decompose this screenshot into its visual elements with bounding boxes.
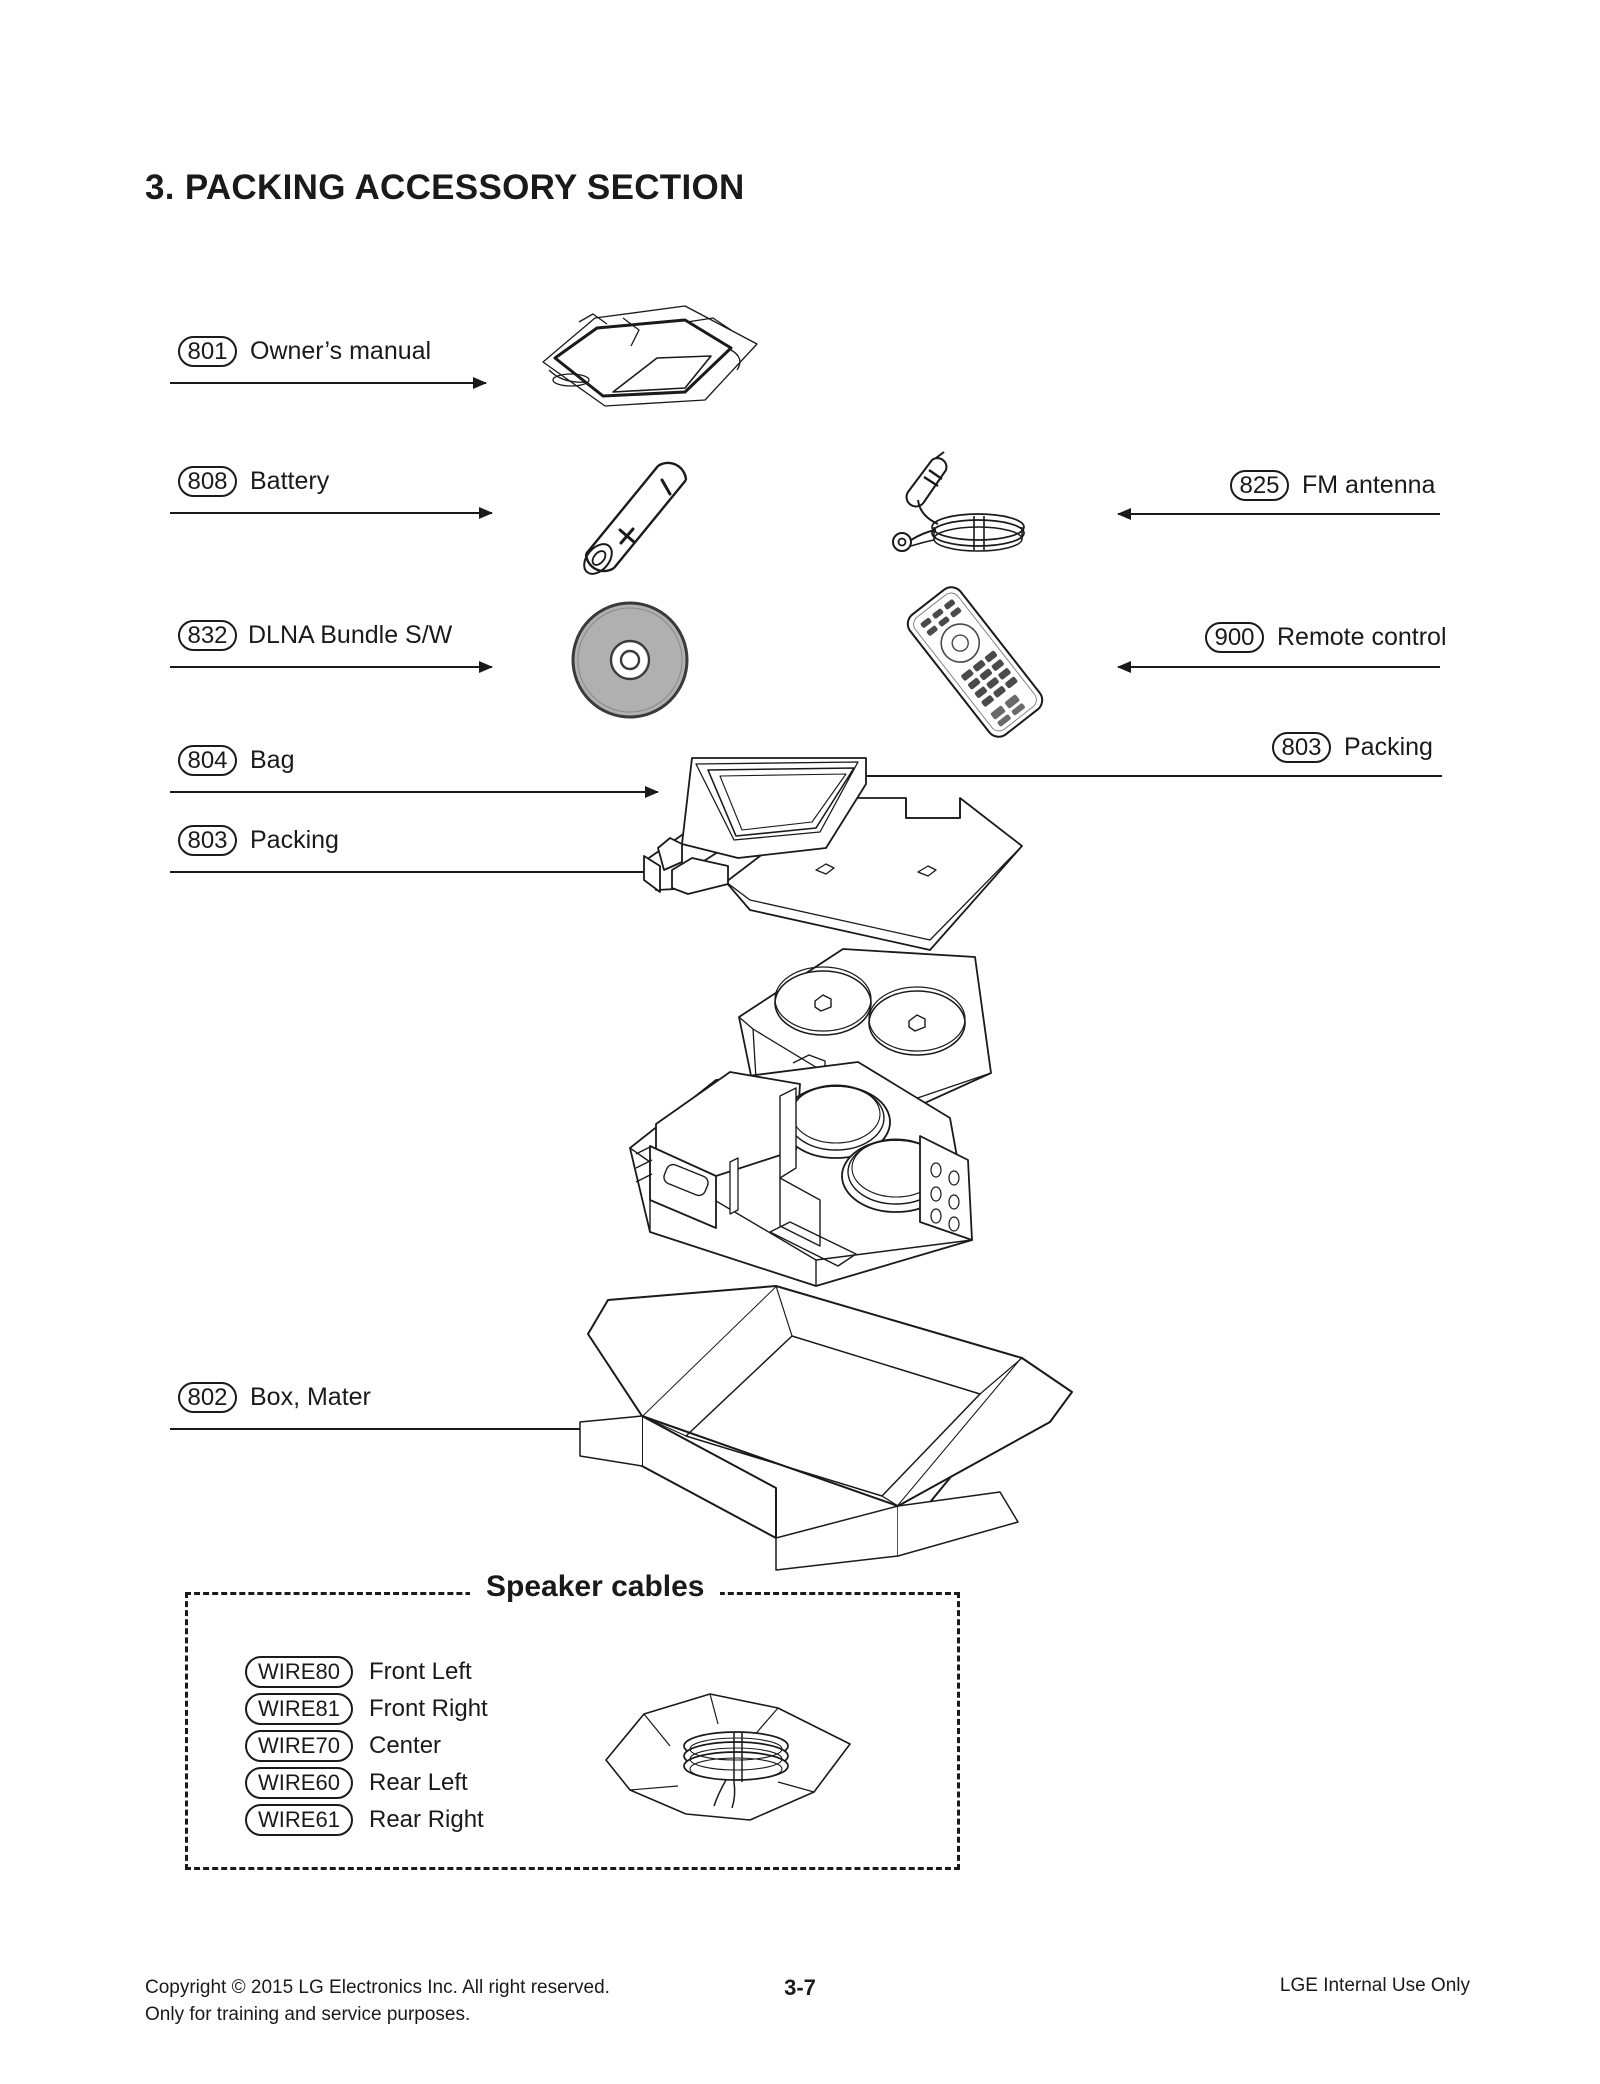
part-ref-wire70: WIRE70 xyxy=(245,1730,353,1762)
list-item xyxy=(245,1655,488,1689)
artwork-master-box xyxy=(580,1270,1080,1570)
part-ref-900: 900 xyxy=(1205,622,1264,653)
part-label-front-left: Front Left xyxy=(369,1658,472,1685)
part-label-packing-left: Packing xyxy=(250,826,339,854)
part-label-rear-left: Rear Left xyxy=(369,1769,468,1796)
artwork-dlna-disc xyxy=(570,600,690,720)
part-ref-wire61: WIRE61 xyxy=(245,1804,353,1836)
internal-use-notice: LGE Internal Use Only xyxy=(1279,1975,1470,1996)
callout-bag xyxy=(178,745,294,776)
callout-dlna-bundle xyxy=(178,620,452,651)
callout-owners-manual xyxy=(178,336,431,367)
artwork-remote-control xyxy=(895,592,1055,732)
leader-packing-left xyxy=(170,871,668,873)
arrow-right-icon xyxy=(479,661,493,673)
list-item xyxy=(245,1803,488,1837)
artwork-main-packing-block xyxy=(620,1050,1020,1300)
artwork-upper-packing-tray xyxy=(630,740,1030,970)
part-ref-wire81: WIRE81 xyxy=(245,1693,353,1725)
part-ref-wire80: WIRE80 xyxy=(245,1656,353,1688)
arrow-right-icon xyxy=(479,507,493,519)
leader-battery xyxy=(170,512,492,514)
speaker-cables-title: Speaker cables xyxy=(470,1570,720,1604)
leader-fm-antenna xyxy=(1118,513,1440,515)
copyright-line-2: Only for training and service purposes. xyxy=(145,2003,471,2025)
artwork-battery xyxy=(562,452,692,570)
part-label-dlna-bundle: DLNA Bundle S/W xyxy=(248,621,453,649)
part-ref-825: 825 xyxy=(1230,470,1289,501)
leader-box-mater xyxy=(170,1428,630,1430)
part-ref-803-right: 803 xyxy=(1272,732,1331,763)
part-ref-802: 802 xyxy=(178,1382,237,1413)
speaker-cable-list xyxy=(245,1655,488,1840)
part-ref-wire60: WIRE60 xyxy=(245,1767,353,1799)
callout-battery xyxy=(178,466,329,497)
callout-packing-left xyxy=(178,825,339,856)
part-label-box-mater: Box, Mater xyxy=(250,1383,371,1411)
arrow-left-icon xyxy=(1117,661,1131,673)
part-label-remote-control: Remote control xyxy=(1277,623,1447,651)
part-ref-804: 804 xyxy=(178,745,237,776)
part-label-front-right: Front Right xyxy=(369,1695,488,1722)
callout-box-mater xyxy=(178,1382,371,1413)
part-ref-808: 808 xyxy=(178,466,237,497)
part-label-owners-manual: Owner’s manual xyxy=(250,337,432,365)
page-number: 3-7 xyxy=(784,1975,816,2000)
leader-bag xyxy=(170,791,658,793)
callout-remote-control xyxy=(1205,622,1447,653)
leader-dlna-bundle xyxy=(170,666,492,668)
artwork-fm-antenna xyxy=(880,450,1050,560)
copyright-line-1: Copyright © 2015 LG Electronics Inc. All right reserved. xyxy=(145,1977,610,1998)
page-footer xyxy=(0,1975,1600,2055)
part-ref-801: 801 xyxy=(178,336,237,367)
callout-packing-right xyxy=(1272,732,1433,763)
list-item xyxy=(245,1729,488,1763)
arrow-left-icon xyxy=(1117,508,1131,520)
leader-remote-control xyxy=(1118,666,1440,668)
part-label-rear-right: Rear Right xyxy=(369,1806,484,1833)
list-item xyxy=(245,1766,488,1800)
arrow-right-icon xyxy=(473,377,487,389)
part-ref-803-left: 803 xyxy=(178,825,237,856)
part-label-packing-right: Packing xyxy=(1344,733,1433,761)
part-label-center: Center xyxy=(369,1732,442,1759)
leader-owners-manual xyxy=(170,382,486,384)
artwork-speaker-cable-bag xyxy=(600,1690,860,1830)
page-title: 3. PACKING ACCESSORY SECTION xyxy=(145,168,745,207)
part-label-bag: Bag xyxy=(250,746,295,774)
part-label-battery: Battery xyxy=(250,467,330,495)
callout-fm-antenna xyxy=(1230,470,1435,501)
list-item xyxy=(245,1692,488,1726)
part-label-fm-antenna: FM antenna xyxy=(1302,471,1436,499)
artwork-owners-manual xyxy=(535,300,765,410)
part-ref-832: 832 xyxy=(178,620,237,651)
